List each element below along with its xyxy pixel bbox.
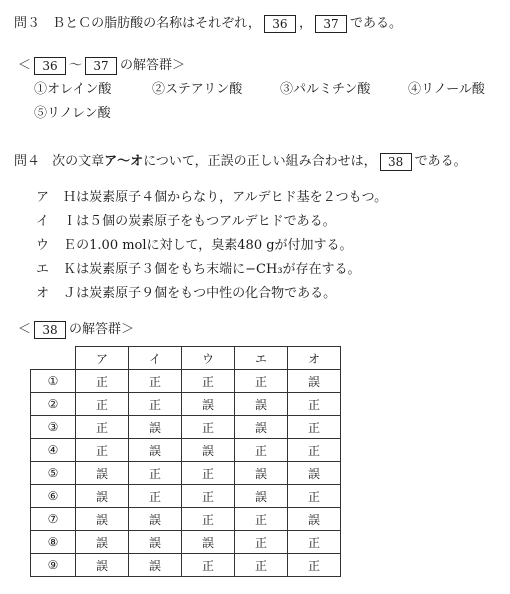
table-cell: 誤 — [235, 393, 288, 416]
table-cell: 正 — [235, 370, 288, 393]
table-cell: 誤 — [76, 508, 129, 531]
answer-group-36-37-heading — [18, 54, 185, 75]
statement-text: Ｅの1.00 molに対して，臭素480 gが付加する。 — [63, 238, 353, 253]
bracket-open: ＜ — [18, 322, 32, 337]
table-cell: 誤 — [129, 508, 182, 531]
table-cell: 誤 — [76, 531, 129, 554]
question-4 — [14, 150, 467, 171]
header-e: エ — [235, 347, 288, 370]
table-cell: 正 — [235, 531, 288, 554]
table-cell: 正 — [235, 508, 288, 531]
answer-box-38: 38 — [380, 153, 412, 171]
table-header-row — [31, 347, 341, 370]
statement-text: Ｋは炭素原子３個をもち末端に−CH₃が存在する。 — [63, 262, 361, 277]
table-cell: 誤 — [235, 485, 288, 508]
row-number: ⑥ — [31, 485, 76, 508]
statement-u — [36, 234, 353, 253]
table-cell: 正 — [288, 554, 341, 577]
q3-text-before: ＢとＣの脂肪酸の名称はそれぞれ， — [52, 16, 261, 31]
header-i: イ — [129, 347, 182, 370]
tilde: 〜 — [69, 58, 83, 73]
answer-group-38-heading — [18, 318, 134, 339]
table-cell: 正 — [288, 439, 341, 462]
table-cell: 正 — [235, 554, 288, 577]
table-cell: 誤 — [288, 508, 341, 531]
row-number: ⑤ — [31, 462, 76, 485]
option-3: ③パルミチン酸 — [280, 82, 371, 97]
table-cell: 正 — [182, 554, 235, 577]
answer-box-37: 37 — [315, 15, 347, 33]
question-3 — [14, 12, 402, 33]
table-cell: 誤 — [235, 416, 288, 439]
table-cell: 正 — [288, 485, 341, 508]
table-cell: 誤 — [76, 554, 129, 577]
option-2: ②ステアリン酸 — [152, 82, 243, 97]
table-cell: 正 — [182, 462, 235, 485]
table-cell: 誤 — [182, 531, 235, 554]
header-o: オ — [288, 347, 341, 370]
q3-comma: ， — [298, 16, 312, 31]
group-suffix: の解答群＞ — [69, 322, 135, 337]
answer-box-38-ref: 38 — [34, 321, 66, 339]
q4-label: 問４ — [14, 154, 41, 169]
bracket-open: ＜ — [18, 58, 32, 73]
table-row — [31, 370, 341, 393]
table-cell: 誤 — [288, 370, 341, 393]
q4-text-mid: について，正誤の正しい組み合わせは， — [143, 154, 377, 169]
statement-key: オ — [36, 286, 50, 301]
row-number: ④ — [31, 439, 76, 462]
group-suffix: の解答群＞ — [120, 58, 186, 73]
table-cell: 正 — [182, 416, 235, 439]
row-number: ① — [31, 370, 76, 393]
table-cell: 誤 — [76, 485, 129, 508]
table-cell: 誤 — [288, 462, 341, 485]
q3-label: 問３ — [14, 16, 41, 31]
statement-text: Ｈは炭素原子４個からなり，アルデヒド基を２つもつ。 — [63, 190, 388, 205]
statement-text: Ｊは炭素原子９個をもつ中性の化合物である。 — [63, 286, 337, 301]
table-cell: 正 — [288, 393, 341, 416]
answer-box-36: 36 — [264, 15, 296, 33]
table-cell: 誤 — [182, 439, 235, 462]
statement-e — [36, 258, 361, 277]
table-cell: 誤 — [129, 531, 182, 554]
statement-key: イ — [36, 214, 50, 229]
table-row — [31, 554, 341, 577]
row-number: ③ — [31, 416, 76, 439]
table-cell: 正 — [288, 416, 341, 439]
table-cell: 誤 — [235, 462, 288, 485]
table-corner — [31, 347, 76, 370]
table-row — [31, 531, 341, 554]
statement-i — [36, 210, 336, 229]
table-cell: 正 — [129, 485, 182, 508]
statement-o — [36, 282, 336, 301]
statement-key: ウ — [36, 238, 50, 253]
header-u: ウ — [182, 347, 235, 370]
table-row — [31, 508, 341, 531]
q4-bold: ア〜オ — [104, 154, 144, 169]
table-cell: 誤 — [182, 393, 235, 416]
row-number: ② — [31, 393, 76, 416]
answer-box-37-ref: 37 — [85, 57, 117, 75]
q4-text-after: である。 — [414, 154, 467, 169]
option-4: ④リノール酸 — [408, 82, 485, 97]
option-5: ⑤リノレン酸 — [34, 106, 111, 121]
answer-table — [30, 346, 341, 577]
table-row — [31, 462, 341, 485]
option-1: ①オレイン酸 — [34, 82, 112, 97]
table-cell: 正 — [129, 393, 182, 416]
table-cell: 正 — [76, 416, 129, 439]
table-row — [31, 416, 341, 439]
answer-box-36-ref: 36 — [34, 57, 66, 75]
table-cell: 誤 — [129, 416, 182, 439]
table-cell: 正 — [76, 370, 129, 393]
statement-key: エ — [36, 262, 50, 277]
table-cell: 誤 — [129, 554, 182, 577]
table-cell: 正 — [129, 462, 182, 485]
table-cell: 誤 — [76, 462, 129, 485]
table-cell: 正 — [129, 370, 182, 393]
table-row — [31, 439, 341, 462]
q3-text-after: である。 — [349, 16, 402, 31]
table-cell: 正 — [288, 531, 341, 554]
table-row — [31, 393, 341, 416]
table-cell: 正 — [76, 439, 129, 462]
table-cell: 正 — [235, 439, 288, 462]
q4-text-before: 次の文章 — [52, 154, 105, 169]
statement-a — [36, 186, 387, 205]
table-cell: 誤 — [129, 439, 182, 462]
row-number: ⑧ — [31, 531, 76, 554]
table-cell: 正 — [76, 393, 129, 416]
statement-text: Ｉは５個の炭素原子をもつアルデヒドである。 — [63, 214, 336, 229]
table-cell: 正 — [182, 508, 235, 531]
statement-key: ア — [36, 190, 50, 205]
row-number: ⑨ — [31, 554, 76, 577]
table-cell: 正 — [182, 485, 235, 508]
header-a: ア — [76, 347, 129, 370]
table-row — [31, 485, 341, 508]
table-cell: 正 — [182, 370, 235, 393]
row-number: ⑦ — [31, 508, 76, 531]
